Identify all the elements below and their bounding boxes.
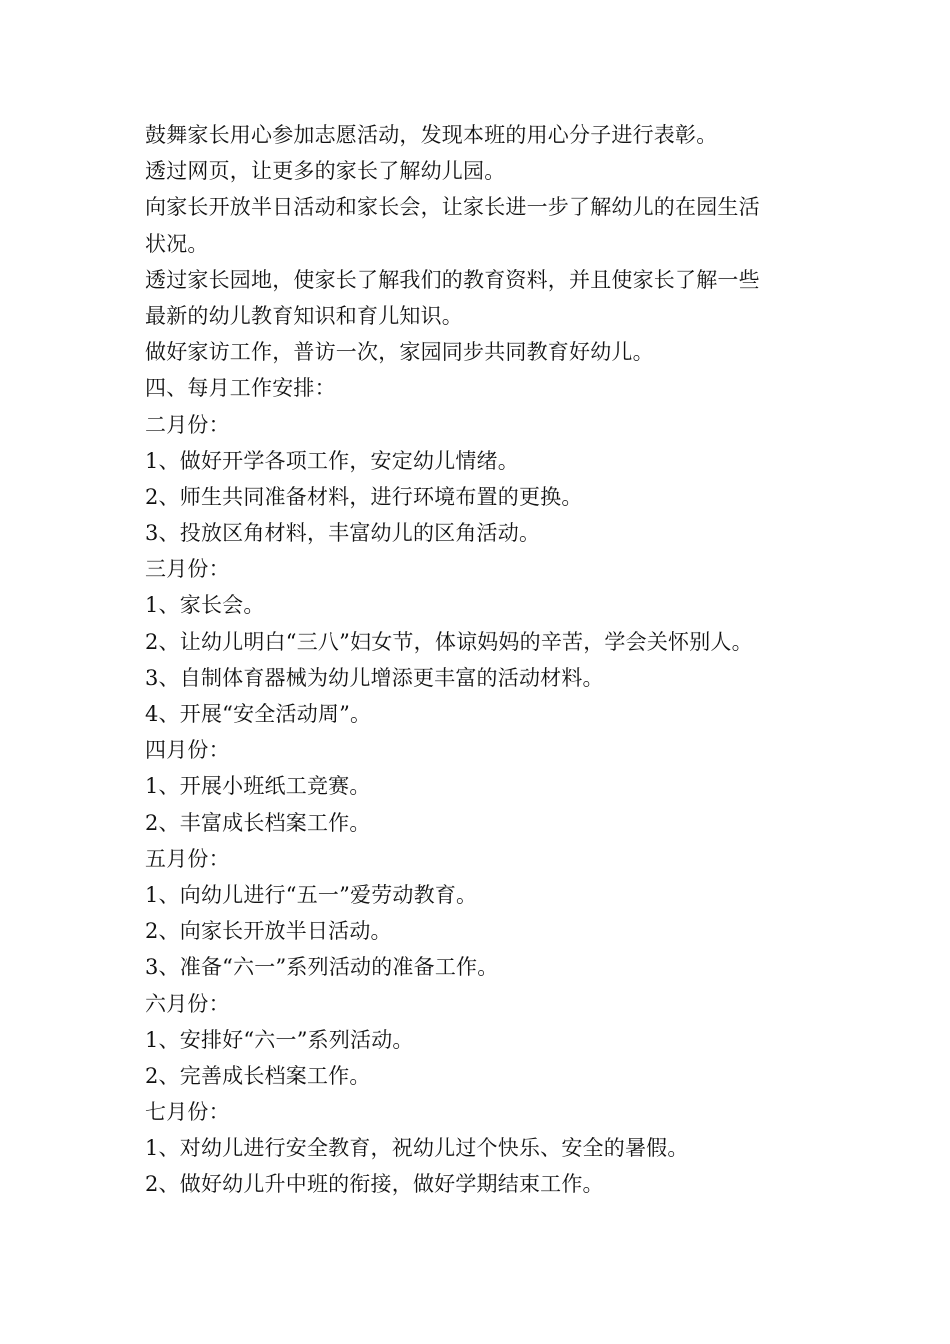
section-heading: 四、每月工作安排： <box>145 376 336 401</box>
month-heading: 三月份： <box>145 557 230 582</box>
list-item: 1、家长会。 <box>145 593 265 618</box>
list-item: 4、开展“安全活动周”。 <box>145 702 372 726</box>
list-item: 3、准备“六一”系列活动的准备工作。 <box>145 955 499 980</box>
paragraph-line: 鼓舞家长用心参加志愿活动，发现本班的用心分子进行表彰。 <box>145 123 718 147</box>
list-item: 1、做好开学各项工作，安定幼儿情绪。 <box>145 448 519 473</box>
paragraph-line: 做好家访工作，普访一次，家园同步共同教育好幼儿。 <box>145 340 654 365</box>
month-heading: 七月份： <box>145 1100 230 1125</box>
list-item: 1、开展小班纸工竞赛。 <box>145 774 371 799</box>
paragraph-line: 状况。 <box>145 231 209 256</box>
paragraph-line: 透过家长园地，使家长了解我们的教育资料，并且使家长了解一些 <box>145 267 760 292</box>
list-item: 3、自制体育器械为幼儿增添更丰富的活动材料。 <box>145 665 604 690</box>
list-item: 2、让幼儿明白“三八”妇女节，体谅妈妈的辛苦，学会关怀别人。 <box>145 629 753 654</box>
month-heading: 四月份： <box>145 738 230 763</box>
list-item: 1、向幼儿进行“五一”爱劳动教育。 <box>145 882 478 907</box>
month-heading: 六月份： <box>145 991 230 1016</box>
month-heading: 五月份： <box>145 846 230 871</box>
month-heading: 二月份： <box>145 412 230 437</box>
list-item: 2、丰富成长档案工作。 <box>145 810 371 835</box>
document-body <box>145 117 825 1203</box>
list-item: 1、对幼儿进行安全教育，祝幼儿过个快乐、安全的暑假。 <box>145 1136 689 1161</box>
list-item: 2、做好幼儿升中班的衔接，做好学期结束工作。 <box>145 1172 604 1197</box>
list-item: 1、安排好“六一”系列活动。 <box>145 1027 414 1052</box>
paragraph-line: 透过网页，让更多的家长了解幼儿园。 <box>145 159 506 184</box>
paragraph-line: 最新的幼儿教育知识和育儿知识。 <box>145 303 463 328</box>
paragraph-line: 向家长开放半日活动和家长会，让家长进一步了解幼儿的在园生活 <box>145 195 760 220</box>
list-item: 3、投放区角材料，丰富幼儿的区角活动。 <box>145 521 541 546</box>
list-item: 2、向家长开放半日活动。 <box>145 919 392 944</box>
list-item: 2、完善成长档案工作。 <box>145 1063 371 1088</box>
list-item: 2、师生共同准备材料，进行环境布置的更换。 <box>145 484 583 509</box>
